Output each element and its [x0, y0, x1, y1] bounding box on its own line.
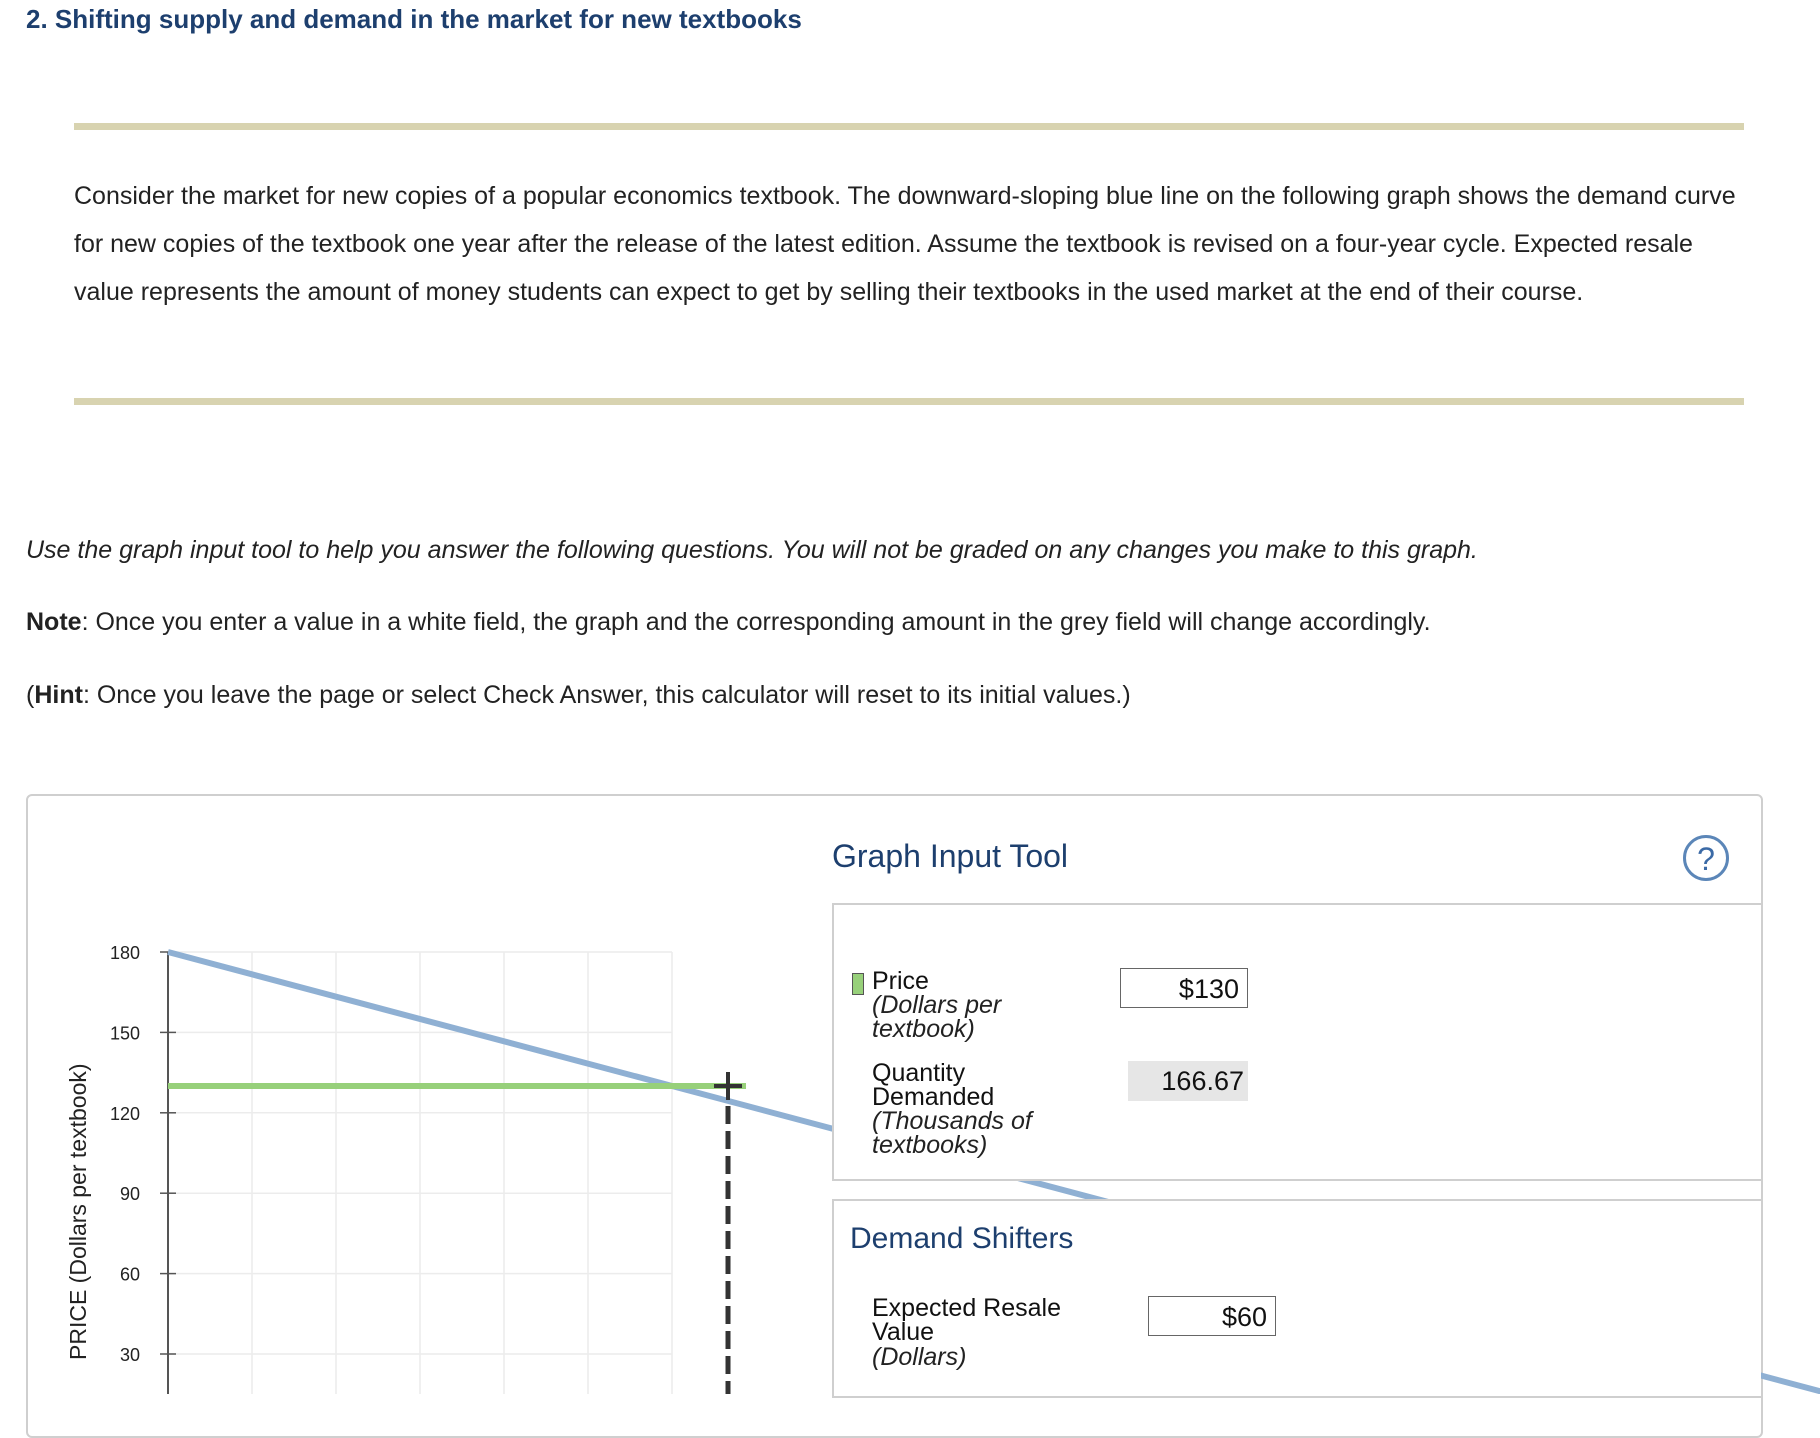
price-label: Price [872, 967, 929, 995]
quantity-unit-1: (Thousands of [872, 1107, 1032, 1135]
quantity-demanded-label-2: Demanded [872, 1083, 995, 1111]
note-body: : Once you enter a value in a white field, the graph and the corresponding amount in the grey field will change accordingly. [81, 608, 1431, 636]
price-unit-2: textbook) [872, 1015, 975, 1043]
help-icon[interactable]: ? [1683, 835, 1729, 881]
y-tick-label: 30 [119, 1345, 140, 1365]
y-tick-label: 60 [119, 1264, 140, 1285]
quantity-unit-2: textbooks) [872, 1131, 988, 1159]
resale-label-1: Expected Resale [872, 1294, 1062, 1322]
note-bold: Note [26, 608, 82, 636]
instructions-text: Use the graph input tool to help you answer the following questions. You will not be graded on any changes you make to this graph. [26, 536, 1478, 564]
intro-paragraph: Consider the market for new copies of a popular economics textbook. The downward-sloping blue line on the following graph shows the demand curve for new copies of the textbook one year after the release of the latest edition. Assume the textbook is revised on a four-year cycle. Expected resale value represents the amount of money students can expect to get by selling their textbooks in the used market at the end of their course. [74, 182, 1736, 306]
resale-value-input[interactable]: $60 [1148, 1296, 1276, 1336]
question-title: 2. Shifting supply and demand in the market for new textbooks [26, 4, 802, 34]
price-input[interactable]: $130 [1120, 968, 1248, 1008]
hint-open: ( [26, 681, 35, 709]
y-tick-label: 90 [119, 1184, 140, 1205]
resale-label-2: Value [872, 1318, 935, 1346]
graph-input-tool-title: Graph Input Tool [832, 838, 1069, 874]
hint-body: : Once you leave the page or select Check Answer, this calculator will reset to its initial values.) [82, 681, 1131, 709]
quantity-demanded-label-1: Quantity [872, 1059, 966, 1087]
y-tick-label: 120 [109, 1103, 140, 1124]
demand-shifters-title: Demand Shifters [850, 1222, 1074, 1255]
y-axis-label: PRICE (Dollars per textbook) [65, 1063, 91, 1360]
y-tick-label: 150 [109, 1023, 140, 1044]
price-unit-1: (Dollars per [872, 991, 1002, 1019]
quantity-demanded-output: 166.67 [1128, 1061, 1248, 1101]
y-tick-label: 180 [109, 943, 140, 963]
price-line-swatch-icon [852, 973, 864, 995]
chart-ticks [110, 943, 176, 1394]
resale-unit: (Dollars) [872, 1343, 967, 1371]
hint-bold: Hint [34, 681, 83, 709]
